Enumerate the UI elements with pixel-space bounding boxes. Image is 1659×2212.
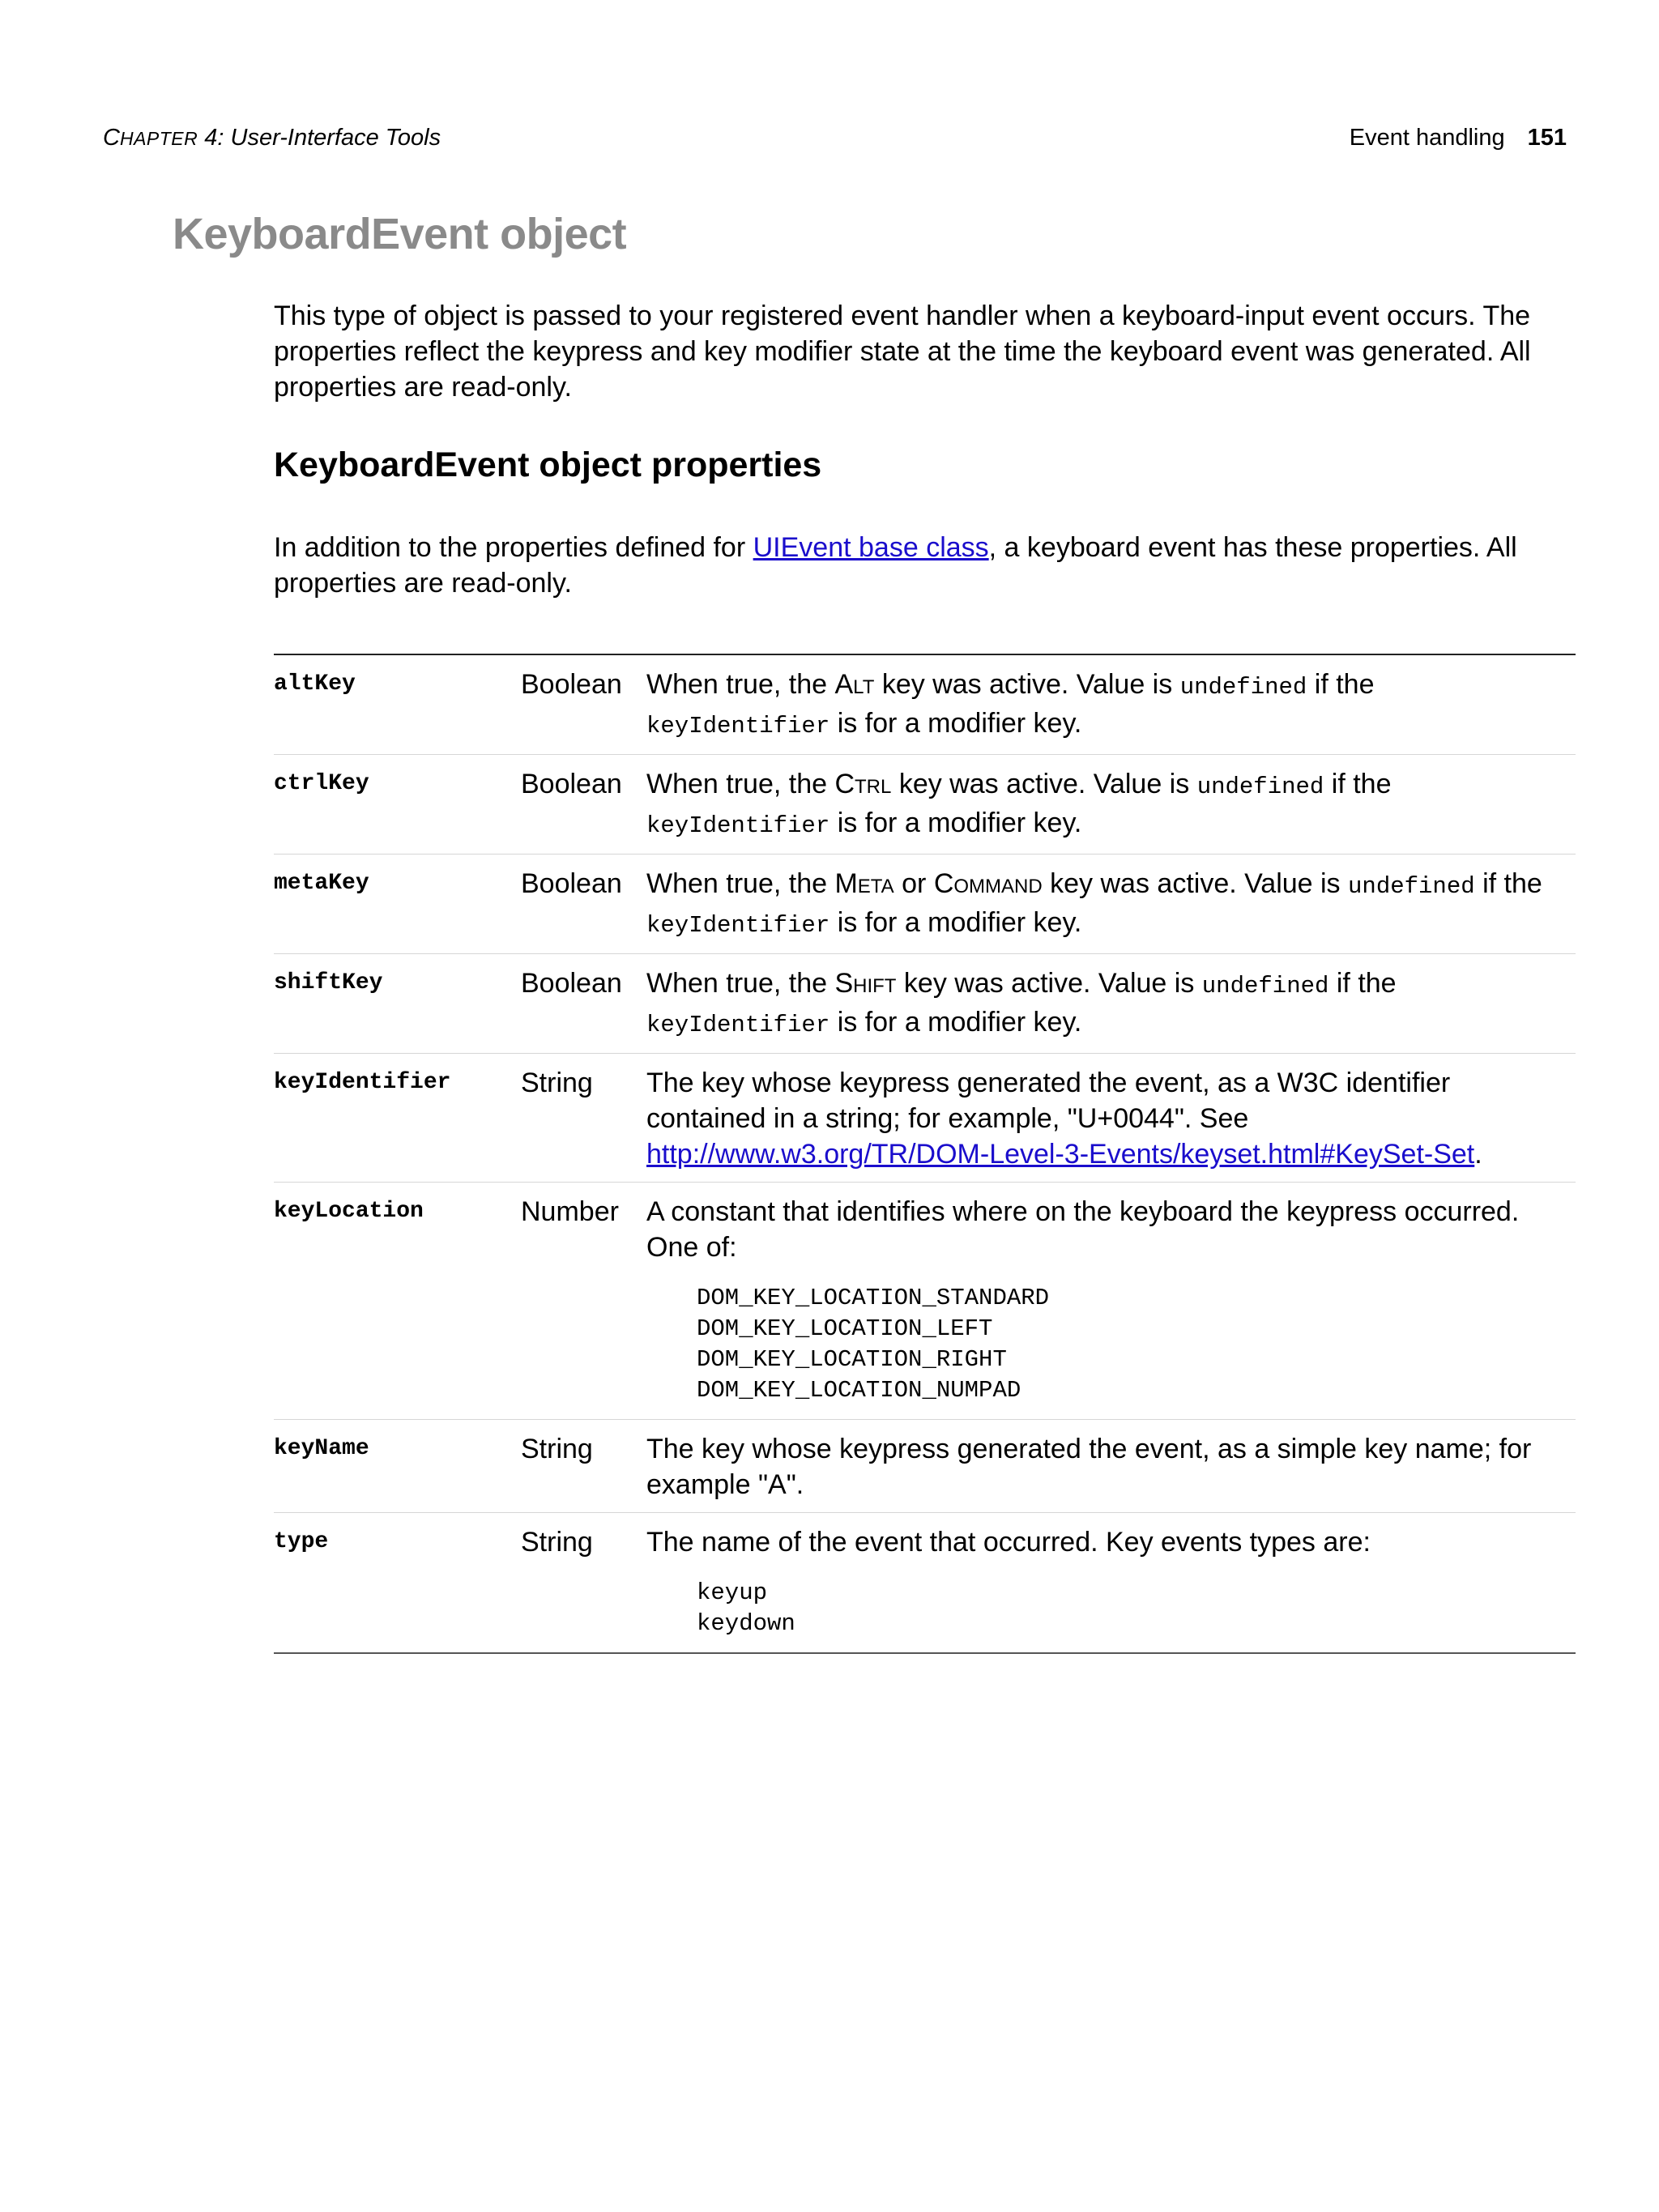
code-list: DOM_KEY_LOCATION_STANDARD DOM_KEY_LOCATION_LEFT DOM_KEY_LOCATION_RIGHT DOM_KEY_LOCATION_NUMPAD [697,1285,1050,1404]
property-type: String [521,1068,593,1098]
table-row [274,1420,1576,1513]
intro-paragraph: This type of object is passed to your registered event handler when a keyboard-input event occurs. The properties reflect the keypress and key modifier state at the time the keyboard event was generated. All properties are read-only. [274,300,1531,403]
table-row [274,954,1576,1054]
property-name: type [274,1529,329,1554]
property-type: Number [521,1196,619,1227]
uievent-base-class-link[interactable]: UIEvent base class [753,532,989,563]
property-description: A constant that identifies where on the keyboard the keypress occurred. One of: DOM_KEY_LOCATION_STANDARD DOM_KEY_LOCATION_LEFT DOM_KEY_LOCATION_RIGHT DOM_KEY_LOCATION_NUMPAD [646,1194,1576,1409]
property-name: keyLocation [274,1199,424,1224]
table-row [274,1183,1576,1420]
table-row [274,1513,1576,1652]
section-label: Event handling 151 [1349,125,1567,151]
property-type: Boolean [521,669,622,700]
chapter-label: CHAPTER 4: User-Interface Tools [103,125,441,151]
table-row [274,655,1576,755]
property-description: When true, the Meta or Command key was active. Value is undefined if the keyIdentifier is for a modifier key. [646,868,1542,939]
property-name: keyIdentifier [274,1070,451,1095]
property-type: Boolean [521,968,622,999]
page-header [103,125,1567,164]
property-name: metaKey [274,871,369,896]
property-name: keyName [274,1436,369,1461]
page-title: KeyboardEvent object [173,210,627,258]
property-description: When true, the Alt key was active. Value is undefined if the keyIdentifier is for a modifier key. [646,669,1375,739]
property-name: shiftKey [274,970,383,995]
property-type: String [521,1434,593,1464]
w3c-keyset-link[interactable]: http://www.w3.org/TR/DOM-Level-3-Events/keyset.html#KeySet-Set [646,1139,1475,1170]
table-row [274,755,1576,855]
code-list: keyup keydown [697,1579,795,1637]
property-description: When true, the Ctrl key was active. Value is undefined if the keyIdentifier is for a modifier key. [646,769,1392,839]
property-description: The key whose keypress generated the event, as a simple key name; for example "A". [646,1434,1532,1500]
page-number: 151 [1527,125,1567,151]
table-row [274,855,1576,954]
property-description: The name of the event that occurred. Key events types are: keyup keydown [646,1524,1576,1643]
property-name: altKey [274,671,356,697]
property-type: Boolean [521,769,622,799]
table-row [274,1054,1576,1183]
properties-table [274,654,1576,1654]
property-description: When true, the Shift key was active. Value is undefined if the keyIdentifier is for a modifier key. [646,968,1397,1038]
property-type: Boolean [521,868,622,899]
property-description: The key whose keypress generated the event, as a W3C identifier contained in a string; for example, "U+0044". See http://www.w3.org/TR/DOM-Level-3-Events/keyset.html#KeySet-Set. [646,1068,1482,1170]
properties-intro: In addition to the properties defined for UIEvent base class, a keyboard event has these properties. All properties are read-only. [274,532,1517,599]
section-heading: KeyboardEvent object properties [274,445,822,484]
property-name: ctrlKey [274,771,369,796]
property-type: String [521,1527,593,1558]
